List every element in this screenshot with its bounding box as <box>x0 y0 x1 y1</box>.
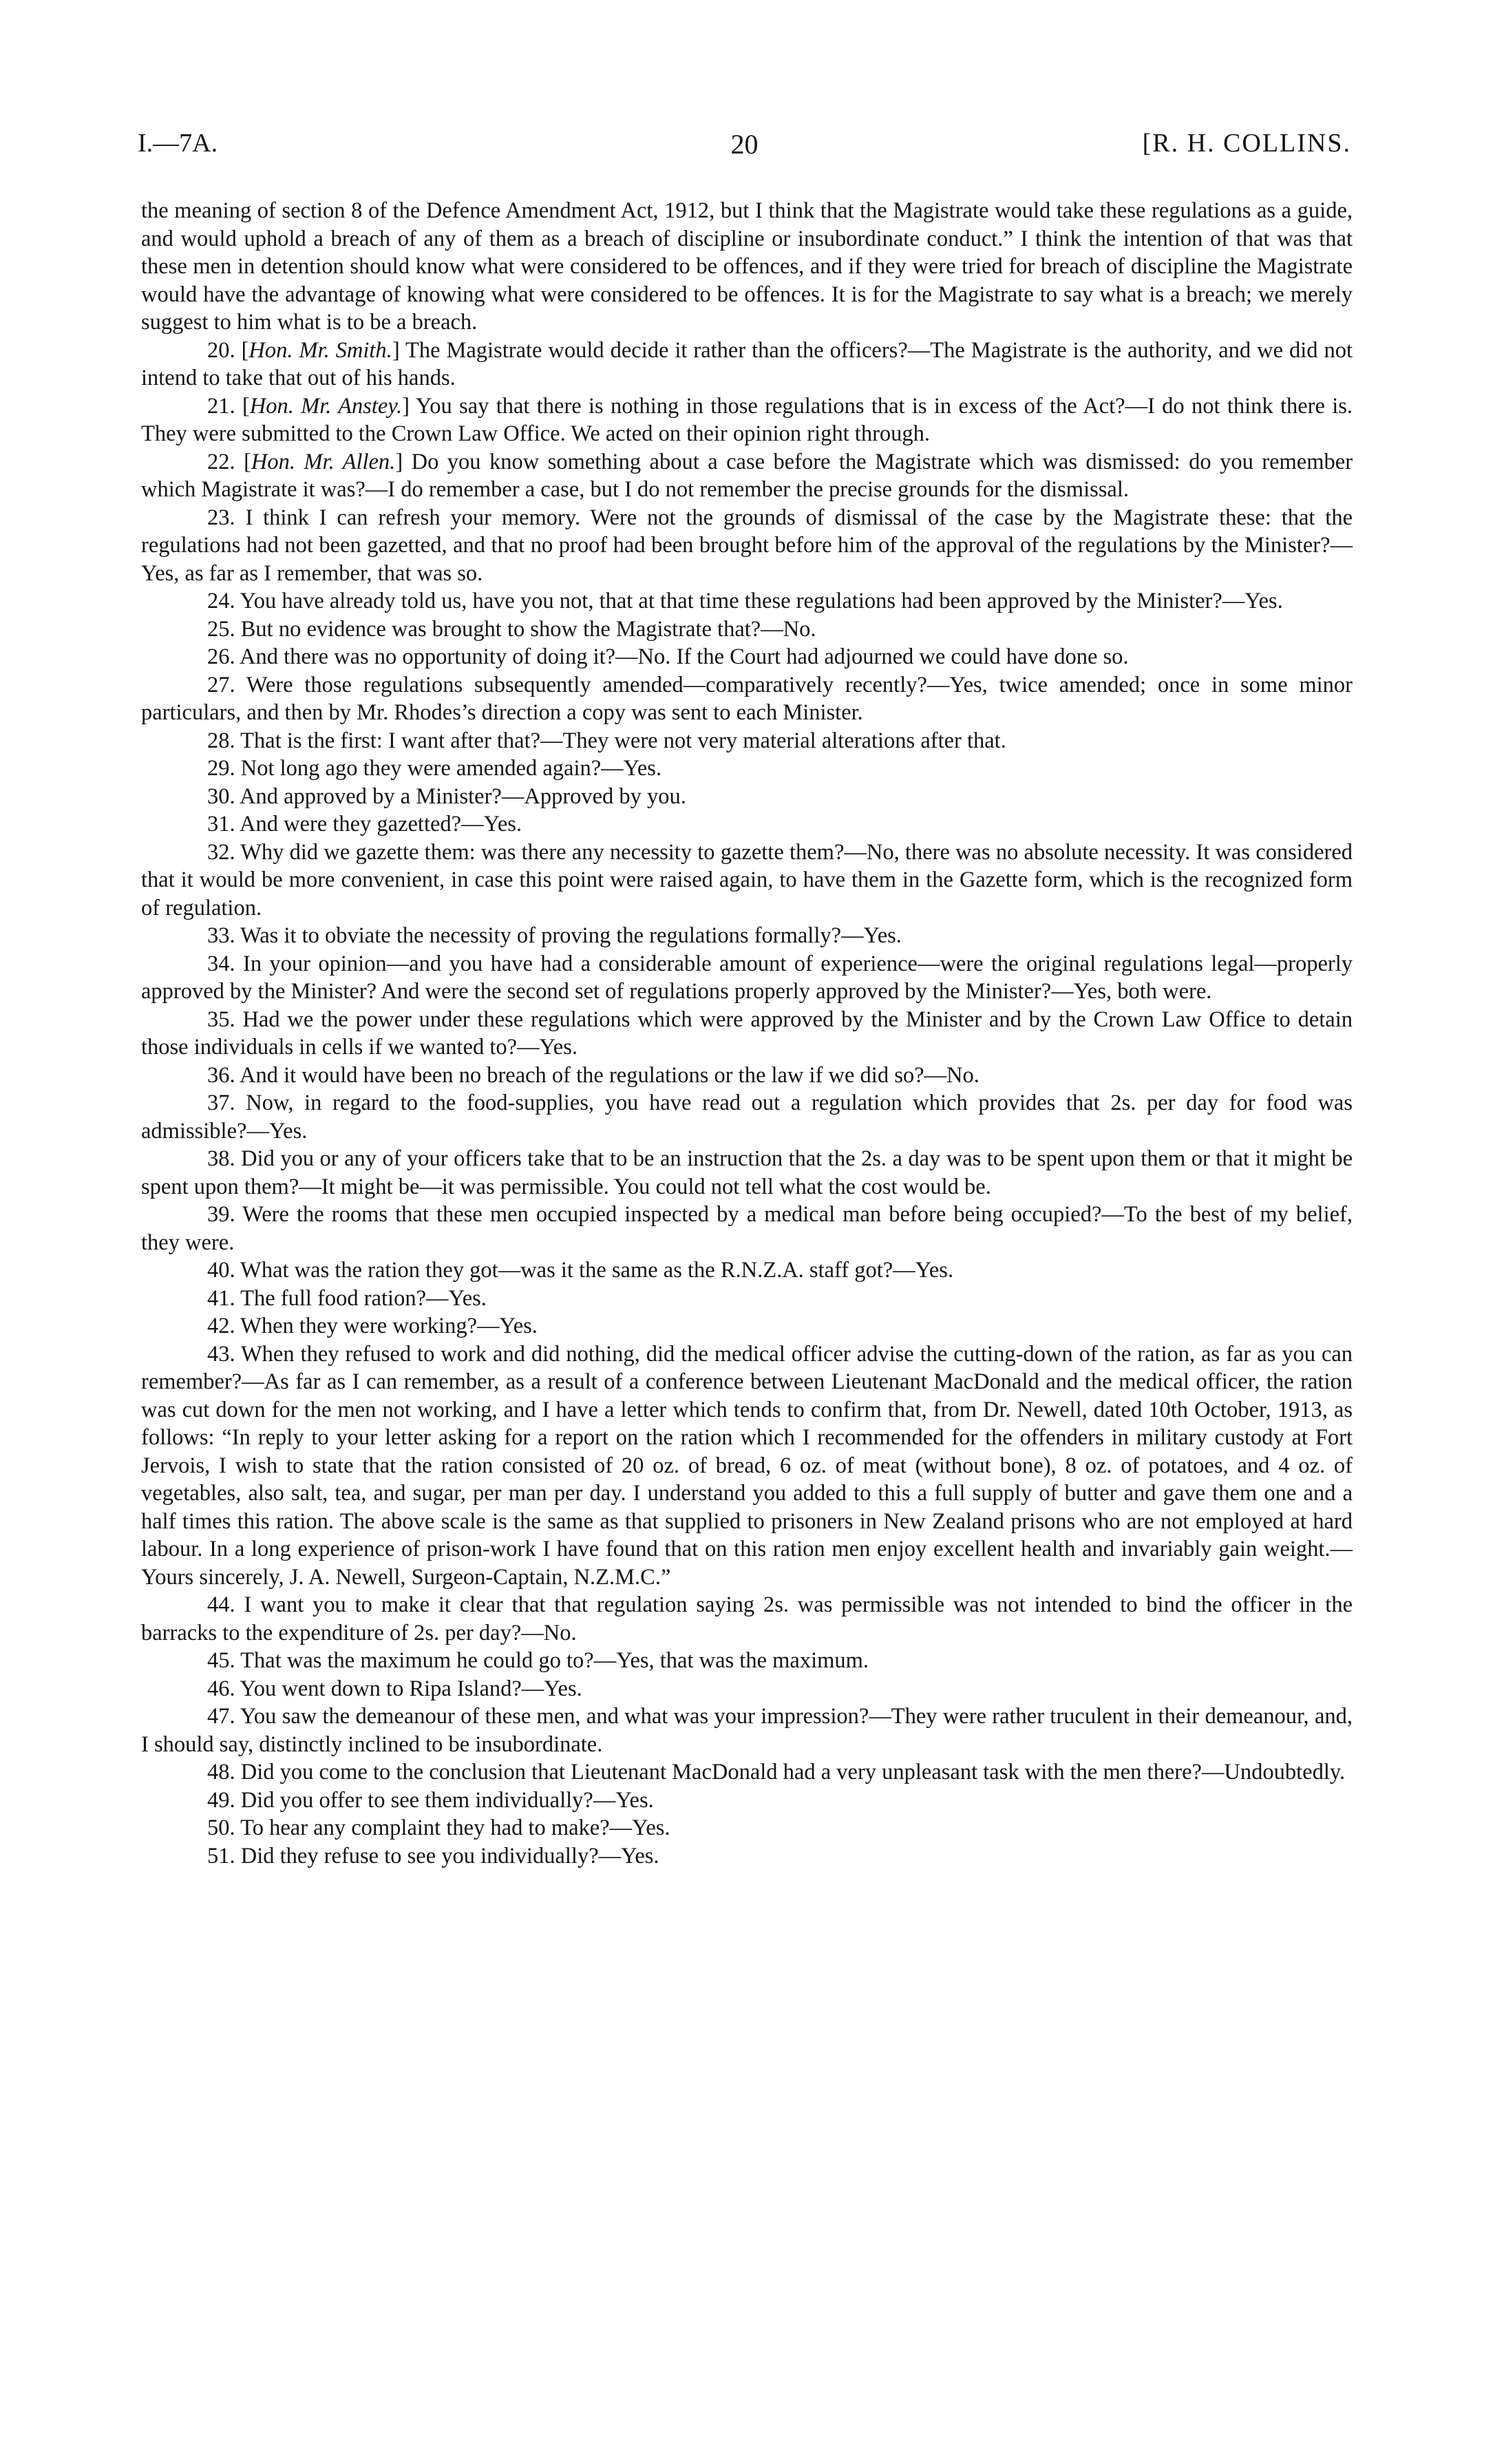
paragraph-text: And there was no opportunity of doing it?—No. If the Court had adjourned we could have done so. <box>239 644 1129 669</box>
question-paragraph <box>141 1758 1353 1787</box>
question-paragraph <box>141 922 1353 950</box>
question-number: 24. <box>207 589 235 613</box>
paragraph-text: But no evidence was brought to show the Magistrate that?—No. <box>240 616 816 642</box>
question-number: 33. <box>207 923 235 948</box>
question-number: 44. <box>207 1592 235 1617</box>
question-paragraph <box>141 1675 1353 1703</box>
paragraph-text: Did they refuse to see you individually?—Yes. <box>240 1843 659 1868</box>
page-header <box>138 128 1351 169</box>
paragraph-text: Had we the power under these regulations which were approved by the Minister and by the Crown Law Office to detain those individuals in cells if we wanted to?—Yes. <box>141 1007 1353 1060</box>
question-paragraph <box>141 1591 1353 1647</box>
question-paragraph <box>141 1647 1353 1675</box>
paragraph-text: I think I can refresh your memory. Were not the grounds of dismissal of the case by the Magistrate these: that the regulations had not been gazetted, and that no proof had been brought before him of the approval of the regulations by the Minister?—Yes, as far as I remember, that was so. <box>141 505 1353 586</box>
question-paragraph <box>141 1089 1353 1145</box>
question-paragraph <box>141 504 1353 588</box>
question-paragraph <box>141 1145 1353 1201</box>
question-number: 32. <box>207 839 235 865</box>
question-number: 20. <box>207 337 235 363</box>
question-number: 49. <box>207 1787 235 1813</box>
witness-name: [R. H. COLLINS. <box>1142 129 1351 158</box>
question-number: 22. <box>207 449 235 474</box>
paragraph-text: Were the rooms that these men occupied inspected by a medical man before being occupied?—To the best of my belief, they were. <box>141 1202 1353 1255</box>
speaker-name: Hon. Mr. Smith. <box>248 337 392 363</box>
paragraph-text: To hear any complaint they had to make?—Yes. <box>240 1815 670 1840</box>
question-paragraph <box>141 1285 1353 1313</box>
question-paragraph <box>141 1256 1353 1285</box>
question-paragraph <box>141 615 1353 644</box>
question-number: 31. <box>207 812 235 836</box>
question-paragraph <box>141 1062 1353 1090</box>
paragraph-text: And approved by a Minister?—Approved by you. <box>239 783 686 809</box>
paragraph-text: the meaning of section 8 of the Defence Amendment Act, 1912, but I think that the Magistrate would take these regulations as a guide, and would uphold a breach of any of them as a breach of discipline or insubordinate conduct.” I think the intention of that was that these men in detention should know what were considered to be offences, and if they were tried for breach of discipline the Magistrate would have the advantage of knowing what were considered to be offences. It is for the Magistrate to say what is a breach; we merely suggest to him what is to be a breach. <box>141 198 1353 335</box>
paragraph-text: Why did we gazette them: was there any necessity to gazette them?—No, there was no absolute necessity. It was considered that it would be more convenient, in case this point were raised again, to have them in the Gazette form, which is the recognized form of regulation. <box>141 839 1353 920</box>
question-number: 38. <box>207 1146 235 1171</box>
question-number: 42. <box>207 1314 235 1338</box>
question-paragraph <box>141 1703 1353 1758</box>
paragraph-text: Did you or any of your officers take that to be an instruction that the 2s. a day was to be spent upon them or that it might be spent upon them?—It might be—it was permissible. You could not tell what the cost would be. <box>141 1146 1353 1199</box>
question-number: 51. <box>207 1843 235 1868</box>
question-number: 39. <box>207 1202 235 1227</box>
paragraph-text: I want you to make it clear that that regulation saying 2s. was permissible was not intended to bind the officer in the barracks to the expenditure of 2s. per day?—No. <box>141 1592 1353 1645</box>
paragraph-text: Was it to obviate the necessity of proving the regulations formally?—Yes. <box>240 923 902 948</box>
paragraph-text: You saw the demeanour of these men, and what was your impression?—They were rather truculent in their demeanour, and, I should say, distinctly inclined to be insubordinate. <box>141 1704 1353 1757</box>
question-number: 29. <box>207 756 235 781</box>
question-paragraph: 20. [Hon. Mr. Smith.] The Magistrate would decide it rather than the officers?—The Magistrate is the authority, and we did not intend to take that out of his hands. <box>141 337 1353 390</box>
question-number: 25. <box>207 616 235 642</box>
question-number: 35. <box>207 1007 235 1032</box>
speaker-name: Hon. Mr. Anstey. <box>249 393 403 419</box>
paragraph-text: Did you offer to see them individually?—Yes. <box>240 1787 654 1813</box>
question-number: 21. <box>207 393 235 419</box>
question-number: 37. <box>207 1091 235 1115</box>
question-paragraph <box>141 755 1353 783</box>
question-number: 50. <box>207 1815 235 1840</box>
question-number: 48. <box>207 1760 235 1784</box>
speaker-name: Hon. Mr. Allen. <box>251 449 396 474</box>
question-paragraph <box>141 1842 1353 1871</box>
paragraph-text: That is the first: I want after that?—They were not very material alterations after that. <box>240 728 1006 753</box>
paragraph-text: Did you come to the conclusion that Lieutenant MacDonald had a very unpleasant task with the men there?—Undoubtedly. <box>240 1760 1346 1784</box>
question-number: 40. <box>207 1258 235 1283</box>
paragraph-text: In your opinion—and you have had a considerable amount of experience—were the original regulations legal—properly approved by the Minister? And were the second set of regulations properly approved by the Minister?—Yes, both were. <box>141 951 1353 1004</box>
question-paragraph: 22. [Hon. Mr. Allen.] Do you know something about a case before the Magistrate which was dismissed: do you remember which Magistrate it was?—I do remember a case, but I do not remember the precise grounds for the dismissal. <box>141 449 1353 502</box>
question-number: 28. <box>207 728 235 753</box>
question-number: 41. <box>207 1285 235 1311</box>
document-body <box>141 197 1353 1870</box>
paragraph-text: Do you know something about a case before the Magistrate which was dismissed: do you remember which Magistrate it was?—I do remember a case, but I do not remember the precise grounds for the dismissal. <box>141 449 1353 502</box>
question-number: 47. <box>207 1704 235 1729</box>
question-paragraph <box>141 1787 1353 1815</box>
page-number: 20 <box>730 129 759 160</box>
question-number: 30. <box>207 783 235 809</box>
question-paragraph <box>141 671 1353 727</box>
question-number: 23. <box>207 505 235 530</box>
question-number: 27. <box>207 672 235 697</box>
question-paragraph <box>141 810 1353 839</box>
paragraph-text: The Magistrate would decide it rather than the officers?—The Magistrate is the authority, and we did not intend to take that out of his hands. <box>141 337 1353 390</box>
question-paragraph <box>141 1312 1353 1340</box>
question-number: 26. <box>207 644 235 669</box>
paragraph-text: When they refused to work and did nothing, did the medical officer advise the cutting-down of the ration, as far as you can remember?—As far as I can remember, as a result of a conference between Lieutenant MacDonald and the medical officer, the ration was cut down for the men not working, and I have a letter which tends to confirm that, from Dr. Newell, dated 10th October, 1913, as follows: “In reply to your letter asking for a report on the ration which I recommended for the offenders in military custody at Fort Jervois, I wish to state that the ration consisted of 20 oz. of bread, 6 oz. of meat (without bone), 8 oz. of potatoes, and 4 oz. of vegetables, also salt, tea, and sugar, per man per day. I understand you added to this a full supply of butter and gave them one and a half times this ration. The above scale is the same as that supplied to prisoners in New Zealand prisons who are not employed at hard labour. In a long experience of prison-work I have found that on this ration men enjoy excellent health and invariably gain weight.—Yours sincerely, J. A. Newell, Surgeon-Captain, N.Z.M.C.” <box>141 1341 1353 1590</box>
paragraph-text: That was the maximum he could go to?—Yes, that was the maximum. <box>240 1648 869 1673</box>
paragraph-text: What was the ration they got—was it the same as the R.N.Z.A. staff got?—Yes. <box>240 1258 954 1283</box>
paragraph-text: And it would have been no breach of the regulations or the law if we did so?—No. <box>239 1062 979 1088</box>
question-paragraph <box>141 1814 1353 1842</box>
question-number: 36. <box>207 1062 235 1088</box>
question-number: 43. <box>207 1341 235 1367</box>
question-paragraph <box>141 1006 1353 1062</box>
paragraph-text: Were those regulations subsequently amended—comparatively recently?—Yes, twice amended; once in some minor particulars, and then by Mr. Rhodes’s direction a copy was sent to each Minister. <box>141 672 1353 725</box>
question-number: 45. <box>207 1648 235 1673</box>
paper-reference: I.—7A. <box>138 129 218 158</box>
continued-paragraph <box>141 197 1353 337</box>
question-number: 34. <box>207 951 235 976</box>
paragraph-text: When they were working?—Yes. <box>240 1314 538 1338</box>
paragraph-text: The full food ration?—Yes. <box>240 1285 487 1311</box>
question-paragraph: 21. [Hon. Mr. Anstey.] You say that there is nothing in those regulations that is in excess of the Act?—I do not think there is. They were submitted to the Crown Law Office. We acted on their opinion right through. <box>141 393 1353 446</box>
question-number: 46. <box>207 1676 235 1701</box>
question-paragraph <box>141 727 1353 755</box>
question-paragraph <box>141 950 1353 1006</box>
question-paragraph <box>141 587 1353 615</box>
paragraph-text: Not long ago they were amended again?—Yes. <box>240 756 662 781</box>
question-paragraph <box>141 1340 1353 1592</box>
paragraph-text: You have already told us, have you not, that at that time these regulations had been approved by the Minister?—Yes. <box>240 589 1283 613</box>
question-paragraph <box>141 1201 1353 1256</box>
paragraph-text: You say that there is nothing in those regulations that is in excess of the Act?—I do not think there is. They were submitted to the Crown Law Office. We acted on their opinion right through. <box>141 393 1353 446</box>
paragraph-text: You went down to Ripa Island?—Yes. <box>240 1676 582 1701</box>
question-paragraph <box>141 839 1353 923</box>
question-paragraph <box>141 783 1353 811</box>
question-paragraph <box>141 643 1353 671</box>
paragraph-text: And were they gazetted?—Yes. <box>239 812 522 836</box>
paragraph-text: Now, in regard to the food-supplies, you have read out a regulation which provides that 2s. per day for food was admissible?—Yes. <box>141 1091 1353 1144</box>
